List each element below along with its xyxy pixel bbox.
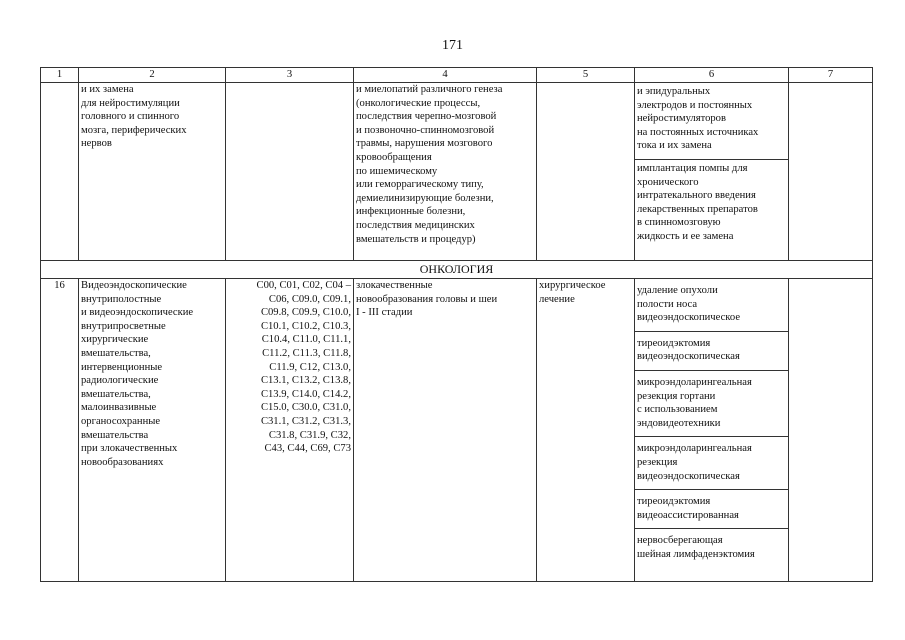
cont-cell-4: и миелопатий различного генеза (онкологические процессы, последствия черепно-мозговой и позвоночно-спинномозговой травмы, нарушения мозгового кровообращения по ишемическому или геморрагическому типу, демиелинизирующие болезни, инфекционные болезни, последствия медицинских вмешательств и процедур) xyxy=(354,83,537,261)
header-col-6: 6 xyxy=(635,68,789,83)
cont-procedure-item: и эпидуральных электродов и постоянных нейростимуляторов на постоянных источниках тока и их замена xyxy=(635,83,788,160)
header-col-3: 3 xyxy=(226,68,354,83)
diagnosis: злокачественные новообразования головы и шеи I - III стадии xyxy=(354,279,537,582)
cont-cell-5 xyxy=(537,83,635,261)
header-col-5: 5 xyxy=(537,68,635,83)
method-item: тиреоидэктомия видеоэндоскопическая xyxy=(635,332,788,371)
table-row xyxy=(41,279,873,582)
section-title: ОНКОЛОГИЯ xyxy=(41,261,873,279)
header-row xyxy=(41,68,873,83)
procedure-group: Видеоэндоскопические внутриполостные и видеоэндоскопические внутрипросветные хирургические вмешательства, интервенционные радиологические вмешательства, малоинвазивные органосохранные вмешательства при злокачественных новообразованиях xyxy=(79,279,226,582)
procedures-table xyxy=(40,67,873,582)
treatment-methods xyxy=(635,279,789,582)
method-item: удаление опухоли полости носа видеоэндоскопическое xyxy=(635,279,788,332)
row16-cell-7 xyxy=(789,279,873,582)
cont-cell-7 xyxy=(789,83,873,261)
page-number: 171 xyxy=(442,38,463,53)
cont-cell-1 xyxy=(41,83,79,261)
header-col-7: 7 xyxy=(789,68,873,83)
icd-codes: C00, C01, C02, C04 – C06, C09.0, C09.1, C09.8, C09.9, C10.0, C10.1, C10.2, C10.3, C10.4, C11.0, C11.1, C11.2, C11.3, C11.8, C11.9, C12, C13.0, C13.1, C13.2, C13.8, C13.9, C14.0, C14.2, C15.0, C30.0, C31.0, C31.1, C31.2, C31.3, C31.8, C31.9, C32, C43, C44, C69, C73 xyxy=(226,279,354,582)
treatment-type: хирургическое лечение xyxy=(537,279,635,582)
header-col-2: 2 xyxy=(79,68,226,83)
cont-cell-6 xyxy=(635,83,789,261)
method-item: микроэндоларингеальная резекция видеоэндоскопическая xyxy=(635,437,788,490)
continuation-row xyxy=(41,83,873,261)
cont-cell-2: и их замена для нейростимуляции головного и спинного мозга, периферических нервов xyxy=(79,83,226,261)
row-number: 16 xyxy=(41,279,79,582)
header-col-4: 4 xyxy=(354,68,537,83)
cont-procedure-item: имплантация помпы для хронического интратекального введения лекарственных препаратов в спинномозговую жидкость и ее замена xyxy=(637,162,758,242)
section-row xyxy=(41,261,873,279)
method-item: нервосберегающая шейная лимфаденэктомия xyxy=(637,535,755,560)
header-col-1: 1 xyxy=(41,68,79,83)
method-item: тиреоидэктомия видеоассистированная xyxy=(635,490,788,529)
method-item: микроэндоларингеальная резекция гортани с использованием эндовидеотехники xyxy=(635,371,788,437)
cont-cell-3 xyxy=(226,83,354,261)
